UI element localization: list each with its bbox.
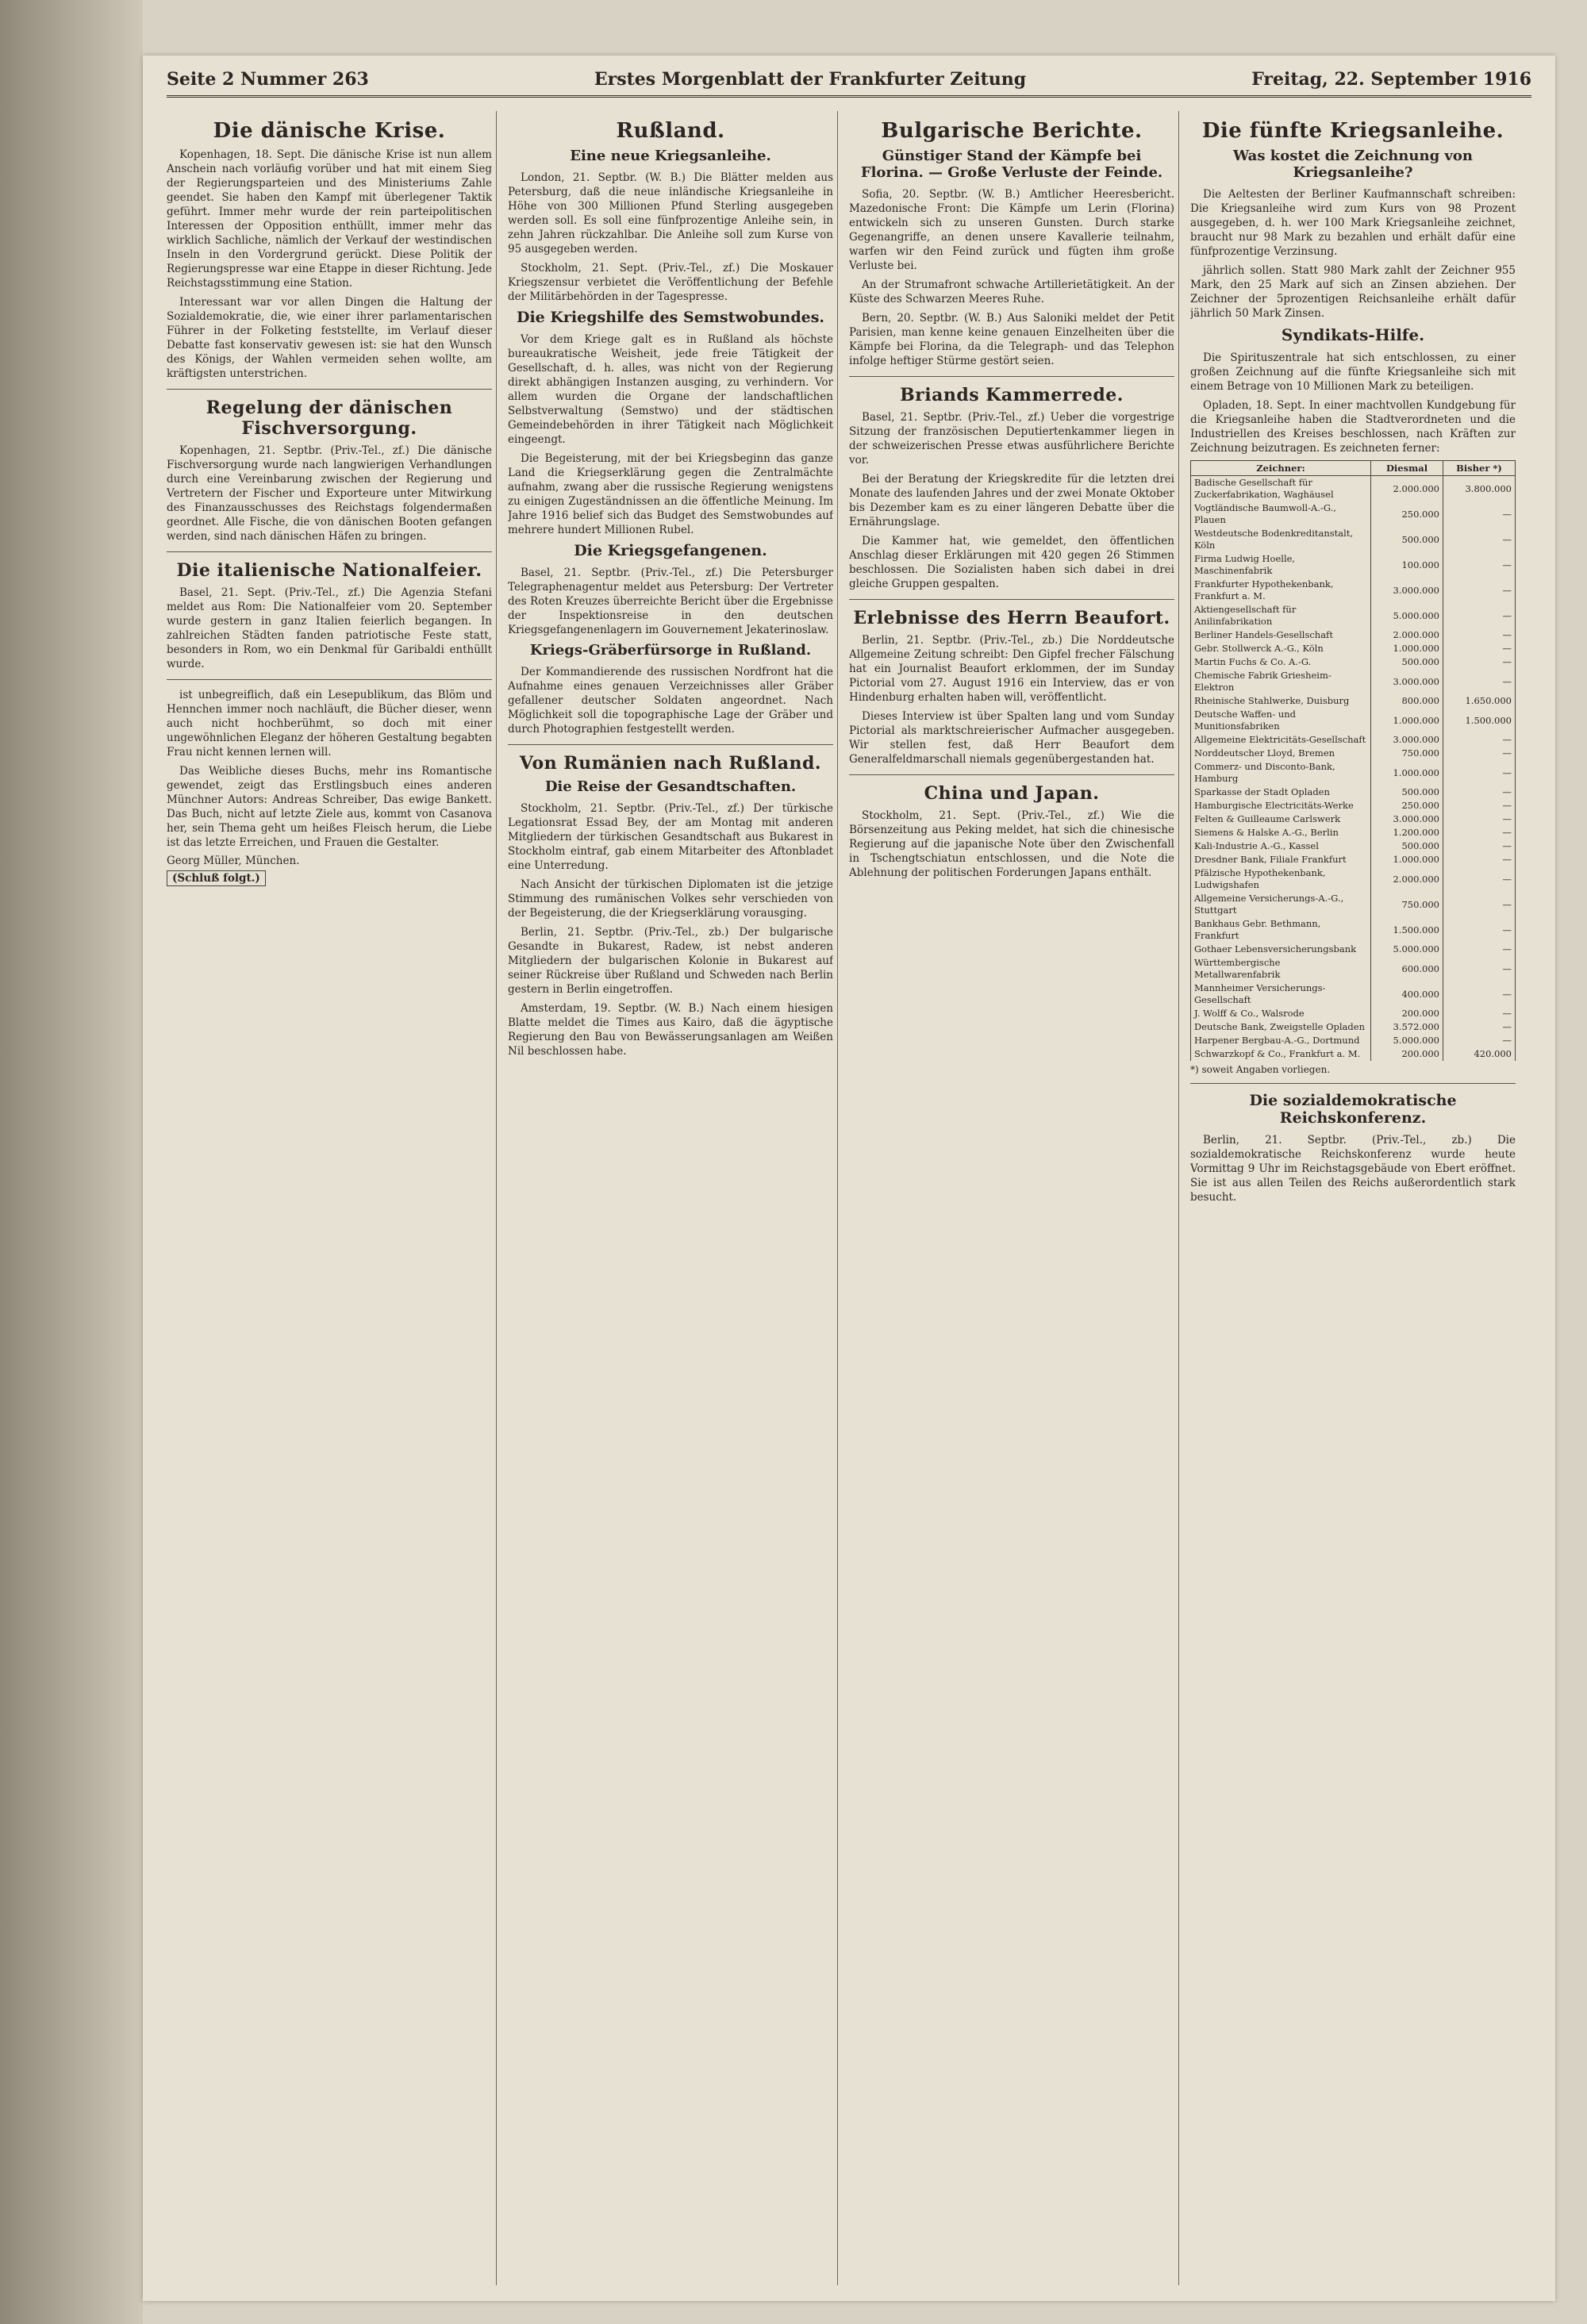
article-paragraph: Stockholm, 21. Sept. (Priv.-Tel., zf.) Wie die Börsenzeitung aus Peking meldet, hat sich die chinesische Regierung auf die japanische Note über den Zwischenfall in Tschengtschiatun entschlossen, und die Note die Ablehnung der politischen Forderungen Japans enthält. xyxy=(849,809,1174,879)
subscriber-name-cell: Siemens & Halske A.-G., Berlin xyxy=(1191,826,1371,839)
amount-before-cell: 420.000 xyxy=(1443,1047,1516,1061)
amount-now-cell: 5.000.000 xyxy=(1371,603,1443,628)
article-subtitle: Die Kriegshilfe des Semstwobundes. xyxy=(516,309,825,326)
amount-now-cell: 200.000 xyxy=(1371,1007,1443,1020)
amount-before-cell: — xyxy=(1443,1034,1516,1047)
table-footnote: *) soweit Angaben vorliegen. xyxy=(1190,1064,1331,1075)
table-row xyxy=(1191,1034,1516,1047)
article-paragraph: Interessant war vor allen Dingen die Haltung der Sozialdemokratie, die, wie einer ihrer parlamentarischen Führer in der Folketing feststellte, im Verlauf dieser Debatte fast konservativ gewesen ist: sie hat den Wunsch des Königs, der Wahlen vermeiden sehen wollte, am kräftigsten unterstrichen. xyxy=(167,296,492,380)
subscriber-name-cell: J. Wolff & Co., Walsrode xyxy=(1191,1007,1371,1020)
divider xyxy=(849,376,1174,377)
amount-before-cell: — xyxy=(1443,1020,1516,1034)
amount-now-cell: 750.000 xyxy=(1371,747,1443,760)
subscriber-name-cell: Aktiengesellschaft für Anilinfabrikation xyxy=(1191,603,1371,628)
article-title: Die fünfte Kriegsanleihe. xyxy=(1201,119,1504,143)
article-paragraph: Berlin, 21. Septbr. (Priv.-Tel., zb.) Die sozialdemokratische Reichskonferenz wurde heute Vormittag 9 Uhr im Reichstagsgebäude von Ebert eröffnet. Sie ist aus allen Teilen des Reichs außerordentlich stark besucht. xyxy=(1190,1134,1516,1204)
amount-now-cell: 5.000.000 xyxy=(1371,943,1443,956)
amount-before-cell: — xyxy=(1443,552,1516,578)
amount-before-cell: 3.800.000 xyxy=(1443,476,1516,502)
article-title: China und Japan. xyxy=(924,783,1100,804)
article-paragraph: Vor dem Kriege galt es in Rußland als höchste bureaukratische Weisheit, jede freie Tätigkeit der Gesellschaft, d. h. alles, was nicht von der Regierung direkt abhängigen Instanzen ausging, zu verhindern. Vor allem wurden die Organe der landschaftlichen Selbstverwaltung (Semstwo) und der städtischen Gemeindebehörden in ihrer Tätigkeit nach Möglichkeit eingeengt. xyxy=(508,333,833,446)
article-subtitle: Kriegs-Gräberfürsorge in Rußland. xyxy=(529,642,812,659)
table-row xyxy=(1191,917,1516,943)
amount-before-cell: — xyxy=(1443,747,1516,760)
subscriber-name-cell: Deutsche Waffen- und Munitionsfabriken xyxy=(1191,708,1371,733)
article-paragraph: Basel, 21. Septbr. (Priv.-Tel., zf.) Ueber die vorgestrige Sitzung der französischen Deputiertenkammer liegen in der schweizerischen Presse etwas ausführlichere Berichte vor. xyxy=(849,411,1174,467)
amount-now-cell: 800.000 xyxy=(1371,694,1443,708)
subscriber-name-cell: Schwarzkopf & Co., Frankfurt a. M. xyxy=(1191,1047,1371,1061)
article-paragraph: Basel, 21. Septbr. (Priv.-Tel., zf.) Die Petersburger Telegraphenagentur meldet aus Petersburg: Der Vertreter des Roten Kreuzes überreichte Bericht über die Ergebnisse der Inspektionsreise in den deutschen Kriegsgefangenenlagern im Gouvernement Jekaterinoslaw. xyxy=(508,567,833,636)
article-title: Die dänische Krise. xyxy=(213,119,446,143)
column-rule xyxy=(1178,111,1179,2285)
table-row xyxy=(1191,694,1516,708)
table-row xyxy=(1191,669,1516,694)
table-header-cell: Bisher *) xyxy=(1443,461,1516,476)
subscription-table xyxy=(1190,460,1516,1061)
amount-before-cell: — xyxy=(1443,853,1516,866)
subscriber-name-cell: Berliner Handels-Gesellschaft xyxy=(1191,628,1371,642)
table-row xyxy=(1191,628,1516,642)
table-row xyxy=(1191,1047,1516,1061)
divider xyxy=(508,744,833,745)
table-row xyxy=(1191,552,1516,578)
amount-now-cell: 250.000 xyxy=(1371,799,1443,812)
amount-now-cell: 400.000 xyxy=(1371,981,1443,1007)
article-subtitle: Die Reise der Gesandtschaften. xyxy=(544,778,797,795)
amount-before-cell: — xyxy=(1443,669,1516,694)
book-binding xyxy=(0,0,143,2324)
subscriber-name-cell: Hamburgische Electricitäts-Werke xyxy=(1191,799,1371,812)
amount-before-cell: — xyxy=(1443,733,1516,747)
article-subtitle: Syndikats-Hilfe. xyxy=(1281,325,1425,344)
amount-now-cell: 2.000.000 xyxy=(1371,866,1443,892)
column-4 xyxy=(1190,111,1516,2285)
table-row xyxy=(1191,892,1516,917)
amount-now-cell: 500.000 xyxy=(1371,839,1443,853)
table-row xyxy=(1191,527,1516,552)
amount-now-cell: 250.000 xyxy=(1371,501,1443,527)
subscriber-name-cell: Norddeutscher Lloyd, Bremen xyxy=(1191,747,1371,760)
column-rule xyxy=(837,111,838,2285)
amount-before-cell: — xyxy=(1443,527,1516,552)
amount-before-cell: — xyxy=(1443,578,1516,603)
divider xyxy=(167,389,492,390)
table-row xyxy=(1191,501,1516,527)
article-paragraph: Die Kammer hat, wie gemeldet, den öffentlichen Anschlag dieser Erklärungen mit 420 gegen 26 Stimmen beschlossen. Die Sozialisten haben sich dabei in drei gleiche Gruppen gespalten. xyxy=(849,535,1174,590)
article-paragraph: jährlich sollen. Statt 980 Mark zahlt der Zeichner 955 Mark, den 25 Mark auf sich an Zinsen abziehen. Der Zeichner der 5prozentigen Reichsanleihe erhält dafür jährlich 50 Mark Zinsen. xyxy=(1190,264,1516,320)
subscriber-name-cell: Firma Ludwig Hoelle, Maschinenfabrik xyxy=(1191,552,1371,578)
amount-now-cell: 5.000.000 xyxy=(1371,1034,1443,1047)
divider xyxy=(167,551,492,552)
article-paragraph: An der Strumafront schwache Artillerietätigkeit. An der Küste des Schwarzen Meeres Ruhe. xyxy=(849,278,1174,305)
amount-before-cell: — xyxy=(1443,981,1516,1007)
subscriber-name-cell: Gothaer Lebensversicherungsbank xyxy=(1191,943,1371,956)
subscriber-name-cell: Gebr. Stollwerck A.-G., Köln xyxy=(1191,642,1371,655)
article-title: Rußland. xyxy=(616,119,725,143)
table-row xyxy=(1191,981,1516,1007)
amount-before-cell: — xyxy=(1443,917,1516,943)
amount-before-cell: — xyxy=(1443,812,1516,826)
table-header-cell: Zeichner: xyxy=(1191,461,1371,476)
article-paragraph: Kopenhagen, 18. Sept. Die dänische Krise ist nun allem Anschein nach vorläufig vorüber und hat mit einem Sieg der Regierungsparteien und des Ministeriums Zahle geendet. Sie haben den Kampf mit überlegener Taktik geführt. Immer mehr wurde der rein parteipolitischen Interessen der Opposition enthüllt, immer mehr das wirklich Sachliche, nämlich der Verkauf der westindischen Inseln in den Vordergrund gerückt. Diese Politik der Regierungspresse war eine Etappe in dieser Richtung. Jede Reichstagsstimmung eine Station. xyxy=(167,148,492,290)
table-row xyxy=(1191,786,1516,799)
amount-now-cell: 3.000.000 xyxy=(1371,669,1443,694)
article-paragraph: ist unbegreiflich, daß ein Lesepublikum, das Blöm und Hennchen immer noch nachläuft, die Bücher dieser, wenn auch nicht hochberühmt, so doch mit einer ungewöhnlichen Eleganz der höheren Gestaltung begabten Frau nicht kennen lernen will. xyxy=(167,689,492,759)
amount-now-cell: 1.000.000 xyxy=(1371,642,1443,655)
amount-now-cell: 1.000.000 xyxy=(1371,760,1443,786)
article-paragraph: Die Aeltesten der Berliner Kaufmannschaft schreiben: Die Kriegsanleihe wird zum Kurs von 98 Prozent ausgegeben, d. h. wer 100 Mark Kriegsanleihe zeichnet, braucht nur 98 Mark zu bezahlen und erhält dafür eine fünfprozentige Verzinsung. xyxy=(1190,188,1516,258)
table-row xyxy=(1191,1020,1516,1034)
article-title: Die italienische Nationalfeier. xyxy=(176,560,482,581)
amount-now-cell: 500.000 xyxy=(1371,786,1443,799)
amount-before-cell: 1.500.000 xyxy=(1443,708,1516,733)
amount-now-cell: 1.500.000 xyxy=(1371,917,1443,943)
table-row xyxy=(1191,812,1516,826)
amount-now-cell: 2.000.000 xyxy=(1371,476,1443,502)
amount-now-cell: 500.000 xyxy=(1371,655,1443,669)
amount-now-cell: 3.572.000 xyxy=(1371,1020,1443,1034)
subscriber-name-cell: Martin Fuchs & Co. A.-G. xyxy=(1191,655,1371,669)
column-3 xyxy=(849,111,1174,2285)
table-row xyxy=(1191,760,1516,786)
table-row xyxy=(1191,708,1516,733)
amount-now-cell: 750.000 xyxy=(1371,892,1443,917)
divider xyxy=(849,774,1174,775)
table-row xyxy=(1191,655,1516,669)
amount-before-cell: — xyxy=(1443,866,1516,892)
table-row xyxy=(1191,578,1516,603)
amount-before-cell: — xyxy=(1443,760,1516,786)
amount-before-cell: — xyxy=(1443,501,1516,527)
column-rule xyxy=(496,111,497,2285)
amount-before-cell: — xyxy=(1443,826,1516,839)
amount-now-cell: 2.000.000 xyxy=(1371,628,1443,642)
article-title: Von Rumänien nach Rußland. xyxy=(519,753,822,774)
article-paragraph: Berlin, 21. Septbr. (Priv.-Tel., zb.) Die Norddeutsche Allgemeine Zeitung schreibt: Den Gipfel frecher Fälschung hat ein Journalist Beaufort erklommen, der im Sunday Pictorial vom 27. August 1916 ein Interview, das er von Hindenburg erhalten haben will, veröffentlicht. xyxy=(849,634,1174,704)
subscriber-name-cell: Kali-Industrie A.-G., Kassel xyxy=(1191,839,1371,853)
amount-before-cell: — xyxy=(1443,1007,1516,1020)
article-paragraph: Stockholm, 21. Sept. (Priv.-Tel., zf.) Die Moskauer Kriegszensur verbietet die Veröffentlichung der Befehle der Militärbehörden in der Tagespresse. xyxy=(508,262,833,303)
page-header xyxy=(167,63,1531,98)
amount-before-cell: — xyxy=(1443,603,1516,628)
amount-before-cell: — xyxy=(1443,956,1516,981)
amount-now-cell: 3.000.000 xyxy=(1371,812,1443,826)
amount-before-cell: — xyxy=(1443,655,1516,669)
continuation-note: (Schluß folgt.) xyxy=(167,870,266,886)
amount-before-cell: — xyxy=(1443,839,1516,853)
subscriber-name-cell: Pfälzische Hypothekenbank, Ludwigshafen xyxy=(1191,866,1371,892)
article-paragraph: Basel, 21. Sept. (Priv.-Tel., zf.) Die Agenzia Stefani meldet aus Rom: Die Nationalfeier vom 20. September wurde gestern in ganz Italien feierlich begangen. In zahlreichen Städten fanden patriotische Feste statt, besonders in Rom, wo ein Denkmal für Garibaldi enthüllt wurde. xyxy=(167,586,492,670)
article-paragraph: Bei der Beratung der Kriegskredite für die letzten drei Monate des laufenden Jahres und der zwei Monate Oktober bis Dezember kam es zu einer längeren Debatte über die Ernährungslage. xyxy=(849,473,1174,528)
amount-before-cell: — xyxy=(1443,642,1516,655)
subscriber-name-cell: Allgemeine Versicherungs-A.-G., Stuttgart xyxy=(1191,892,1371,917)
divider xyxy=(849,599,1174,600)
article-paragraph: Opladen, 18. Sept. In einer machtvollen Kundgebung für die Kriegsanleihe haben die Stadtverordneten und die Industriellen des Kreises beschlossen, nach Kräften zur Zeichnung beizutragen. Es zeichneten ferner: xyxy=(1190,399,1516,455)
subscriber-name-cell: Commerz- und Disconto-Bank, Hamburg xyxy=(1191,760,1371,786)
article-paragraph: London, 21. Septbr. (W. B.) Die Blätter melden aus Petersburg, daß die neue inländische Kriegsanleihe in Höhe von 300 Millionen Pfund Sterling ausgegeben werden soll. Es soll eine fünfprozentige Anleihe sein, in zehn Jahren rückzahlbar. Die Anleihe soll zum Kurse von 95 ausgegeben werden. xyxy=(508,171,833,255)
subscriber-name-cell: Frankfurter Hypothekenbank, Frankfurt a. M. xyxy=(1191,578,1371,603)
subscriber-name-cell: Mannheimer Versicherungs-Gesellschaft xyxy=(1191,981,1371,1007)
subscriber-name-cell: Westdeutsche Bodenkreditanstalt, Köln xyxy=(1191,527,1371,552)
subscriber-name-cell: Vogtländische Baumwoll-A.-G., Plauen xyxy=(1191,501,1371,527)
subscriber-name-cell: Allgemeine Elektricitäts-Gesellschaft xyxy=(1191,733,1371,747)
amount-before-cell: — xyxy=(1443,628,1516,642)
subscriber-name-cell: Chemische Fabrik Griesheim-Elektron xyxy=(1191,669,1371,694)
table-row xyxy=(1191,733,1516,747)
subscriber-name-cell: Württembergische Metallwarenfabrik xyxy=(1191,956,1371,981)
column-1 xyxy=(167,111,492,2285)
subscriber-name-cell: Bankhaus Gebr. Bethmann, Frankfurt xyxy=(1191,917,1371,943)
subscriber-name-cell: Sparkasse der Stadt Opladen xyxy=(1191,786,1371,799)
subscriber-name-cell: Badische Gesellschaft für Zuckerfabrikation, Waghäusel xyxy=(1191,476,1371,502)
amount-now-cell: 1.000.000 xyxy=(1371,708,1443,733)
table-row xyxy=(1191,853,1516,866)
amount-now-cell: 1.200.000 xyxy=(1371,826,1443,839)
article-subtitle: Die Kriegsgefangenen. xyxy=(574,542,767,559)
subscriber-name-cell: Dresdner Bank, Filiale Frankfurt xyxy=(1191,853,1371,866)
article-paragraph: Nach Ansicht der türkischen Diplomaten ist die jetzige Stimmung des rumänischen Volkes sehr verschieden von der Begeisterung, die der Kriegserklärung vorausging. xyxy=(508,878,833,920)
article-subtitle: Günstiger Stand der Kämpfe bei Florina. — Große Verluste der Feinde. xyxy=(860,148,1163,181)
table-row xyxy=(1191,866,1516,892)
table-row xyxy=(1191,642,1516,655)
table-row xyxy=(1191,603,1516,628)
divider xyxy=(1190,1083,1516,1084)
table-row xyxy=(1191,956,1516,981)
subscriber-name-cell: Felten & Guilleaume Carlswerk xyxy=(1191,812,1371,826)
table-header-cell: Diesmal xyxy=(1371,461,1443,476)
article-title: Erlebnisse des Herrn Beaufort. xyxy=(853,608,1170,628)
article-signature: Georg Müller, München. xyxy=(167,855,300,867)
amount-now-cell: 500.000 xyxy=(1371,527,1443,552)
article-paragraph: Das Weibliche dieses Buchs, mehr ins Romantische gewendet, zeigt das Erstlingsbuch eines anderen Münchner Autors: Andreas Schreiber, Das ewige Bankett. Das Buch, nicht auf letzte Ziele aus, kommt von Casanova her, sein Thema geht um heißes Fleisch herum, die Liebe ist das letzte Erreichen, und Frauen die Gestalter. xyxy=(167,765,492,849)
newspaper-page xyxy=(143,56,1555,2301)
amount-before-cell: — xyxy=(1443,786,1516,799)
amount-before-cell: 1.650.000 xyxy=(1443,694,1516,708)
amount-before-cell: — xyxy=(1443,892,1516,917)
article-paragraph: Stockholm, 21. Septbr. (Priv.-Tel., zf.) Der türkische Legationsrat Essad Bey, der am Montag mit anderen Mitgliedern der türkischen Gesandtschaft aus Bukarest in Stockholm eintraf, gab einem Mitarbeiter des Aftonbladet eine Unterredung. xyxy=(508,802,833,872)
article-paragraph: Kopenhagen, 21. Septbr. (Priv.-Tel., zf.) Die dänische Fischversorgung wurde nach langwierigen Verhandlungen durch eine Vereinbarung zwischen der Regierung und Vertretern der Fischer und Exporteure unter Mitwirkung des Finanzausschusses des Reichstags folgendermaßen geordnet. Alle Fische, die von dänischen Booten gefangen werden, sind nach dänischen Häfen zu bringen. xyxy=(167,444,492,543)
article-paragraph: Dieses Interview ist über Spalten lang und vom Sunday Pictorial als marktschreierischer Aufmacher ausgegeben. Wir stellen fest, daß Herr Beaufort dem Generalfeldmarschall niemals gegenübergestanden hat. xyxy=(849,710,1174,766)
article-subtitle: Die sozialdemokratische Reichskonferenz. xyxy=(1249,1092,1457,1127)
amount-now-cell: 3.000.000 xyxy=(1371,578,1443,603)
table-row xyxy=(1191,943,1516,956)
amount-now-cell: 600.000 xyxy=(1371,956,1443,981)
amount-now-cell: 200.000 xyxy=(1371,1047,1443,1061)
table-row xyxy=(1191,839,1516,853)
table-row xyxy=(1191,799,1516,812)
article-title: Briands Kammerrede. xyxy=(900,385,1124,405)
article-paragraph: Bern, 20. Septbr. (W. B.) Aus Saloniki meldet der Petit Parisien, man kenne keine genauen Einzelheiten über die Kämpfe bei Florina, da die Telegraph- und das Telephon infolge heftiger Stürme gestört seien. xyxy=(849,312,1174,367)
header-date: Freitag, 22. September 1916 xyxy=(1251,69,1531,90)
header-masthead: Erstes Morgenblatt der Frankfurter Zeitung xyxy=(594,69,1027,90)
article-paragraph: Berlin, 21. Septbr. (Priv.-Tel., zb.) Der bulgarische Gesandte in Bukarest, Radew, ist nebst anderen Mitgliedern der bulgarischen Kolonie in Bukarest auf seiner Rückreise über Rußland und Schweden nach Berlin gestern in Berlin eingetroffen. xyxy=(508,926,833,996)
table-row xyxy=(1191,476,1516,502)
subscriber-name-cell: Rheinische Stahlwerke, Duisburg xyxy=(1191,694,1371,708)
amount-before-cell: — xyxy=(1443,943,1516,956)
article-title: Regelung der dänischen Fischversorgung. xyxy=(206,398,453,439)
amount-now-cell: 100.000 xyxy=(1371,552,1443,578)
article-paragraph: Die Begeisterung, mit der bei Kriegsbeginn das ganze Land die Kriegserklärung gegen die Zentralmächte aufnahm, zwang aber die russische Regierung wenigstens zu einigen Zugeständnissen an die öffentliche Meinung. Im Jahre 1916 belief sich das Budget des Semstwobundes auf mehrere hundert Millionen Rubel. xyxy=(508,452,833,536)
amount-now-cell: 1.000.000 xyxy=(1371,853,1443,866)
article-title: Bulgarische Berichte. xyxy=(881,119,1143,143)
article-subtitle: Eine neue Kriegsanleihe. xyxy=(570,148,771,164)
amount-now-cell: 3.000.000 xyxy=(1371,733,1443,747)
table-row xyxy=(1191,1007,1516,1020)
article-paragraph: Sofia, 20. Septbr. (W. B.) Amtlicher Heeresbericht. Mazedonische Front: Die Kämpfe um Lerin (Florina) entwickeln sich zu unseren Gunsten. Durch starke Gegenangriffe, an denen unsere Kavallerie teilnahm, warfen wir den Feind zurück und fügten ihm große Verluste bei. xyxy=(849,188,1174,272)
subscriber-name-cell: Harpener Bergbau-A.-G., Dortmund xyxy=(1191,1034,1371,1047)
article-paragraph: Amsterdam, 19. Septbr. (W. B.) Nach einem hiesigen Blatte meldet die Times aus Kairo, daß die ägyptische Regierung den Bau von Bewässerungsanlagen am Weißen Nil beschlossen habe. xyxy=(508,1002,833,1058)
article-paragraph: Die Spirituszentrale hat sich entschlossen, zu einer großen Zeichnung auf die fünfte Kriegsanleihe sich mit einem Betrage von 10 Millionen Mark zu beteiligen. xyxy=(1190,351,1516,393)
header-page-number: Seite 2 Nummer 263 xyxy=(167,69,369,90)
article-paragraph: Der Kommandierende des russischen Nordfront hat die Aufnahme eines genauen Verzeichnisses aller Gräber gefallener deutscher Soldaten angeordnet. Nach Möglichkeit soll die topographische Lage der Gräber und durch Photographien festgestellt werden. xyxy=(508,666,833,736)
amount-before-cell: — xyxy=(1443,799,1516,812)
table-row xyxy=(1191,826,1516,839)
article-subtitle: Was kostet die Zeichnung von Kriegsanleihe? xyxy=(1233,148,1473,181)
subscriber-name-cell: Deutsche Bank, Zweigstelle Opladen xyxy=(1191,1020,1371,1034)
divider xyxy=(167,679,492,680)
column-2 xyxy=(508,111,833,2285)
table-row xyxy=(1191,747,1516,760)
